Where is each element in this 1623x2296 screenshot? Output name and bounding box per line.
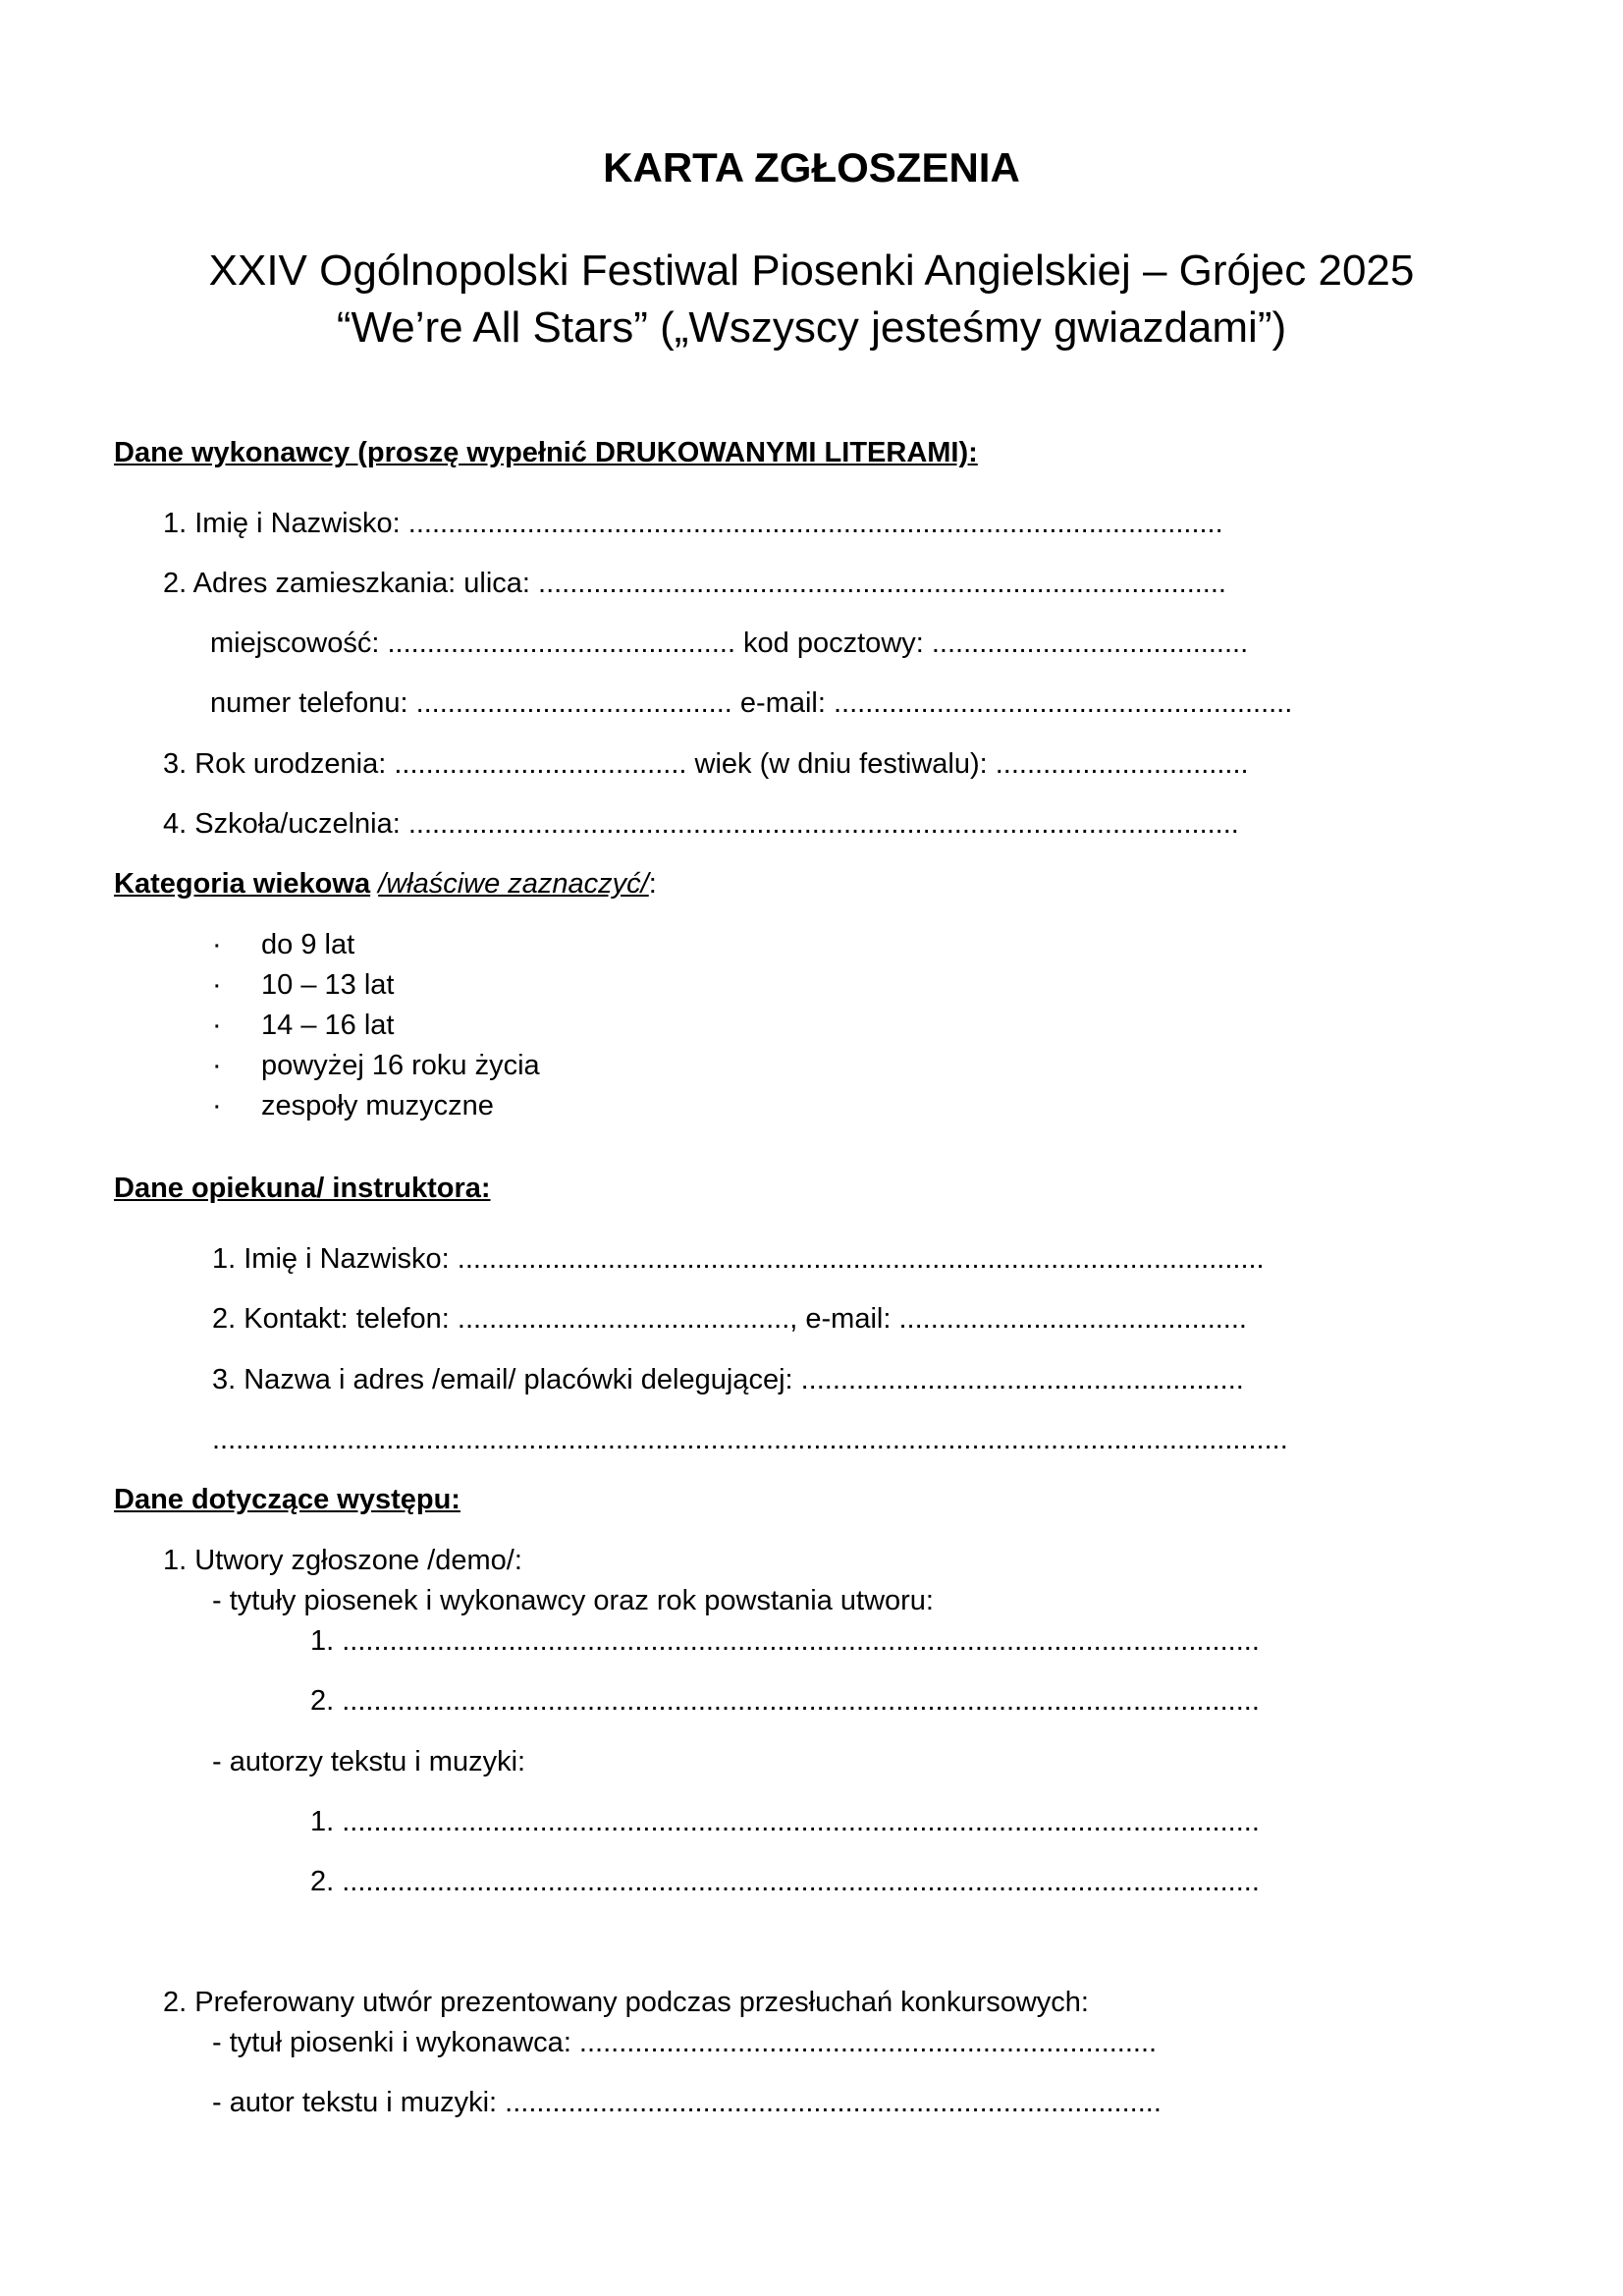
performer-birth-year-field[interactable]: 3. Rok urodzenia: ..................................... wiek (w dniu festiwalu): ................................	[163, 748, 1249, 780]
guardian-contact-field[interactable]: 2. Kontakt: telefon: .........................................., e-mail: ............................................	[212, 1303, 1247, 1335]
performer-phone-field[interactable]: numer telefonu: ........................................ e-mail: ..........................................................	[210, 687, 1293, 719]
preferred-song-title: 2. Preferowany utwór prezentowany podczas przesłuchań konkursowych:	[163, 1987, 1089, 2018]
age-category-colon: :	[648, 868, 657, 900]
song-field[interactable]: 1. ....................................................................................................................	[310, 1625, 1260, 1657]
age-option[interactable]: do 9 lat	[261, 929, 355, 960]
age-option[interactable]: 10 – 13 lat	[261, 969, 395, 1001]
author-field[interactable]: 1. ....................................................................................................................	[310, 1806, 1260, 1837]
authors-label: - autorzy tekstu i muzyki:	[212, 1746, 526, 1777]
bullet-icon: ·	[212, 1090, 222, 1121]
age-option[interactable]: 14 – 16 lat	[261, 1010, 395, 1041]
performer-heading: Dane wykonawcy (proszę wypełnić DRUKOWANYMI LITERAMI):	[114, 437, 978, 468]
age-category-note: /właściwe zaznaczyć/	[378, 868, 649, 900]
form-title: KARTA ZGŁOSZENIA	[603, 144, 1020, 191]
preferred-author-field[interactable]: - autor tekstu i muzyki: ...................................................................................	[212, 2087, 1162, 2118]
festival-name: XXIV Ogólnopolski Festiwal Piosenki Angielskiej – Grójec 2025	[208, 246, 1415, 295]
performer-name-field[interactable]: 1. Imię i Nazwisko: .......................................................................................................	[163, 508, 1223, 539]
songs-label: - tytuły piosenek i wykonawcy oraz rok powstania utworu:	[212, 1585, 934, 1616]
age-option[interactable]: powyżej 16 roku życia	[261, 1050, 540, 1081]
performer-street-field[interactable]: 2. Adres zamieszkania: ulica: .......................................................................................	[163, 568, 1226, 599]
bullet-icon: ·	[212, 1050, 222, 1081]
guardian-name-field[interactable]: 1. Imię i Nazwisko: ......................................................................................................	[212, 1243, 1265, 1275]
performer-city-field[interactable]: miejscowość: ............................................ kod pocztowy: ........................................	[210, 628, 1249, 659]
preferred-song-field[interactable]: - tytuł piosenki i wykonawca: .........................................................................	[212, 2027, 1158, 2058]
bullet-icon: ·	[212, 969, 222, 1001]
festival-motto: “We’re All Stars” („Wszyscy jesteśmy gwiazdami”)	[336, 303, 1287, 352]
guardian-heading: Dane opiekuna/ instruktora:	[114, 1173, 491, 1204]
song-field[interactable]: 2. ....................................................................................................................	[310, 1685, 1260, 1717]
performance-heading: Dane dotyczące występu:	[114, 1484, 460, 1515]
author-field[interactable]: 2. ....................................................................................................................	[310, 1866, 1260, 1897]
age-option[interactable]: zespoły muzyczne	[261, 1090, 494, 1121]
demo-songs-title: 1. Utwory zgłoszone /demo/:	[163, 1545, 522, 1576]
performer-school-field[interactable]: 4. Szkoła/uczelnia: .........................................................................................................	[163, 808, 1239, 840]
bullet-icon: ·	[212, 1010, 222, 1041]
bullet-icon: ·	[212, 929, 222, 960]
institution-field-continued[interactable]: ........................................................................................................................................	[212, 1424, 1288, 1455]
institution-field[interactable]: 3. Nazwa i adres /email/ placówki delegującej: ........................................................	[212, 1364, 1244, 1395]
age-category-label: Kategoria wiekowa	[114, 868, 371, 900]
age-category-heading	[114, 870, 657, 899]
